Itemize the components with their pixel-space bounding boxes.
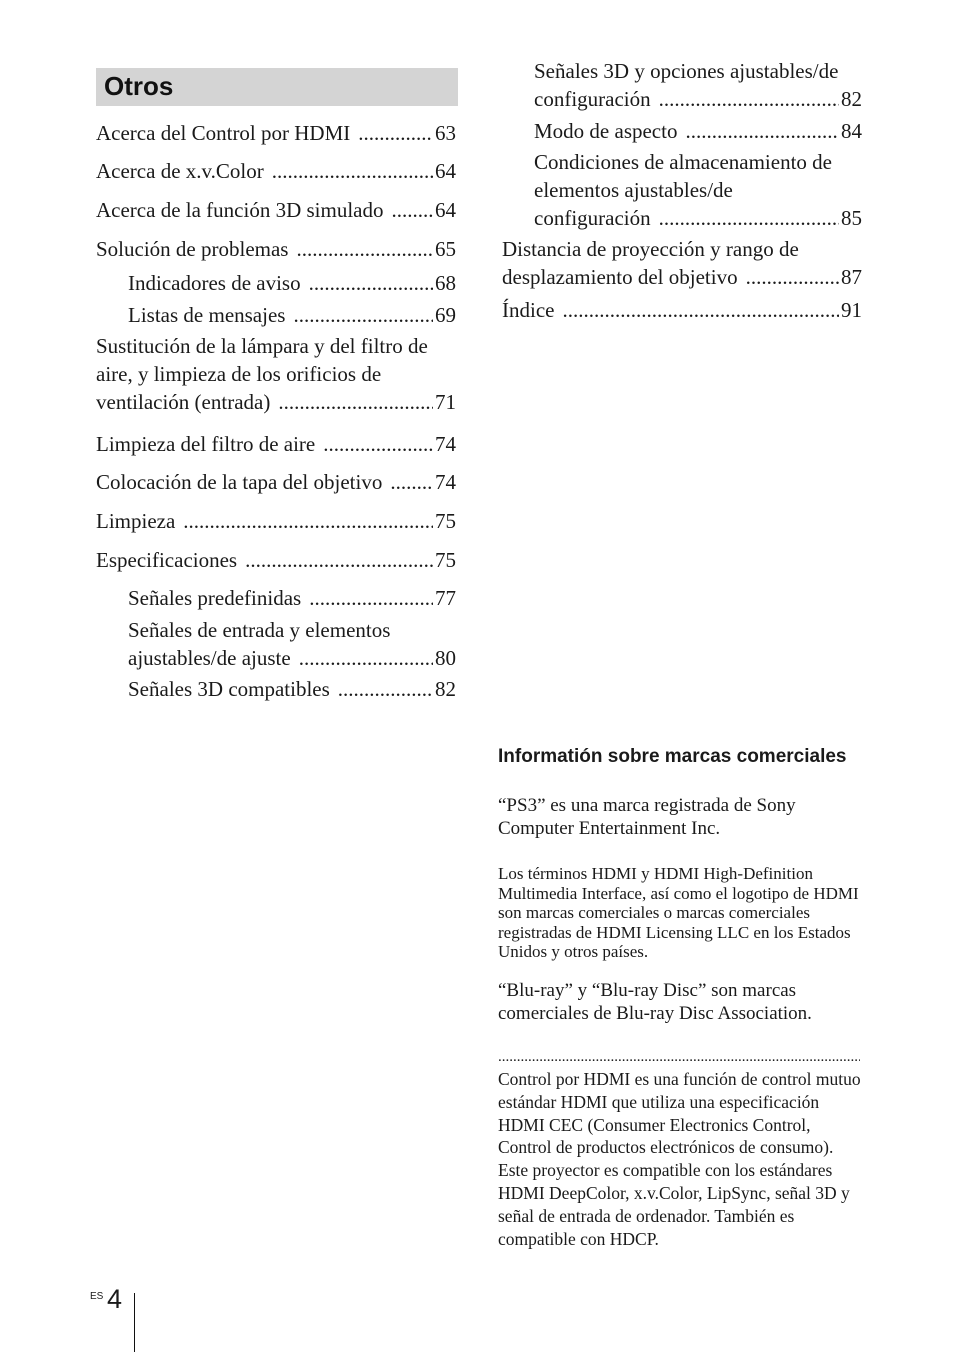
toc-subentry[interactable] [128,616,456,672]
toc-entry-row [96,468,456,496]
dot-leader [323,430,433,458]
toc-entry-title: Índice [502,298,555,322]
toc-entry[interactable] [96,119,456,147]
toc-page-number: 63 [435,121,456,145]
dotted-separator [498,1049,860,1065]
toc-entry-row [96,235,456,263]
toc-page-number: 74 [435,470,456,494]
toc-entry-row [96,196,456,224]
toc-entry-row [96,546,456,574]
toc-page-number: 91 [841,298,862,322]
toc-entry-title: configuración [534,87,651,111]
toc-entry-title: ventilación (entrada) [96,390,271,414]
toc-subentry[interactable] [128,675,456,703]
toc-entry-title: Especificaciones [96,548,238,572]
toc-entry-row [534,204,862,232]
toc-entry[interactable] [96,430,456,458]
toc-entry[interactable] [96,157,456,185]
toc-subentry[interactable] [534,117,862,145]
toc-subentry[interactable] [534,57,862,113]
toc-page-number: 71 [435,390,456,414]
dot-leader [390,468,433,496]
toc-entry-title: Solución de problemas [96,237,289,261]
hdmi-trademark-text: Los términos HDMI y HDMI High-Definition Multimedia Interface, así como el logotipo de HDMI son marcas comerciales o marcas comerciales registradas de HDMI Licensing LLC en los Estados Unidos y otros países. [498,864,859,961]
toc-entry-row [534,117,862,145]
toc-entry-row [96,430,456,458]
toc-page-number: 77 [435,586,456,610]
toc-page-number: 65 [435,237,456,261]
toc-entry-row [96,157,456,185]
toc-page-number: 82 [435,677,456,701]
toc-entry[interactable] [502,296,862,324]
toc-page-number: 87 [841,265,862,289]
toc-page-number: 64 [435,198,456,222]
toc-entry-title-line: Distancia de proyección y rango de [502,237,799,261]
toc-page-number: 74 [435,432,456,456]
toc-page-number: 82 [841,87,862,111]
toc-entry-title: Limpieza del filtro de aire [96,432,316,456]
toc-entry[interactable] [96,507,456,535]
toc-entry-row [534,85,862,113]
toc-entry[interactable] [96,546,456,574]
dot-leader [358,119,433,147]
hdmi-control-text: Control por HDMI es una función de control mutuo estándar HDMI que utiliza una especificación HDMI CEC (Consumer Electronics Control, Control de productos electrónicos de consumo). [498,1069,861,1158]
dot-leader [278,388,433,416]
toc-entry-row [502,296,862,324]
dot-leader [562,296,839,324]
toc-entry-row [502,263,862,291]
toc-page-number: 75 [435,548,456,572]
section-header-bar [96,68,458,106]
page-margin-rule [134,1293,135,1352]
toc-page-number: 75 [435,509,456,533]
toc-page-number: 85 [841,206,862,230]
dot-leader [296,235,433,263]
toc-entry-title-line: aire, y limpieza de los orificios de [96,362,382,386]
toc-entry-row [128,644,456,672]
toc-entry-title: Acerca del Control por HDMI [96,121,351,145]
toc-entry-title: Indicadores de aviso [128,271,301,295]
dot-leader [659,204,839,232]
dot-leader [293,301,433,329]
toc-entry-title: Listas de mensajes [128,303,286,327]
toc-entry-title: Señales 3D compatibles [128,677,330,701]
toc-entry[interactable] [96,196,456,224]
toc-entry-title: Colocación de la tapa del objetivo [96,470,383,494]
toc-entry-title-line: Señales 3D y opciones ajustables/de [534,59,839,83]
dot-leader [299,644,433,672]
toc-page-number: 64 [435,159,456,183]
toc-entry-title: Limpieza [96,509,176,533]
ps3-trademark-text: “PS3” es una marca registrada de Sony Computer Entertainment Inc. [498,795,796,839]
dot-leader [309,269,433,297]
toc-entry-title: desplazamiento del objetivo [502,265,738,289]
toc-entry-row [128,269,456,297]
toc-entry-row [96,388,456,416]
dot-leader [183,507,433,535]
toc-entry-row [96,507,456,535]
toc-entry[interactable] [96,332,456,416]
dot-leader [309,584,433,612]
toc-entry-title-line: Condiciones de almacenamiento de [534,150,832,174]
section-title: Otros [104,71,174,101]
toc-page-number: 69 [435,303,456,327]
dot-leader [338,675,433,703]
page-language-code: ES [90,1291,104,1302]
page-number: 4 [107,1284,123,1314]
toc-entry-row [128,584,456,612]
dot-leader [685,117,839,145]
bluray-trademark-text: “Blu-ray” y “Blu-ray Disc” son marcas comerciales de Blu-ray Disc Association. [498,980,812,1024]
toc-entry-title-line: elementos ajustables/de [534,178,733,202]
dot-leader [272,157,433,185]
toc-entry[interactable] [502,235,862,291]
toc-page-number: 84 [841,119,862,143]
toc-subentry[interactable] [128,584,456,612]
toc-entry[interactable] [96,235,456,263]
dot-leader [245,546,433,574]
trademarks-heading: Informatión sobre marcas comerciales [498,746,847,767]
hdmi-control-note [498,1068,868,1250]
projector-compat-text: Este proyector es compatible con los estándares HDMI DeepColor, x.v.Color, LipSync, señal 3D y señal de entrada de ordenador. También es compatible con HDCP. [498,1160,850,1249]
toc-entry-title: Acerca de la función 3D simulado [96,198,384,222]
toc-entry-title-line: Señales de entrada y elementos [128,618,391,642]
toc-entry-title-line: Sustitución de la lámpara y del filtro de [96,334,428,358]
toc-entry-title: Señales predefinidas [128,586,302,610]
toc-page-number: 80 [435,646,456,670]
toc-entry-row [96,119,456,147]
dot-leader [659,85,839,113]
toc-entry-title: Acerca de x.v.Color [96,159,264,183]
dot-leader [746,263,839,291]
toc-entry-title: ajustables/de ajuste [128,646,291,670]
toc-entry-title: Modo de aspecto [534,119,678,143]
toc-subentry[interactable] [128,269,456,297]
toc-entry-row [128,675,456,703]
toc-page-number: 68 [435,271,456,295]
toc-entry-row [128,301,456,329]
toc-subentry[interactable] [534,148,862,232]
dot-leader [391,196,433,224]
toc-entry[interactable] [96,468,456,496]
toc-subentry[interactable] [128,301,456,329]
toc-entry-title: configuración [534,206,651,230]
